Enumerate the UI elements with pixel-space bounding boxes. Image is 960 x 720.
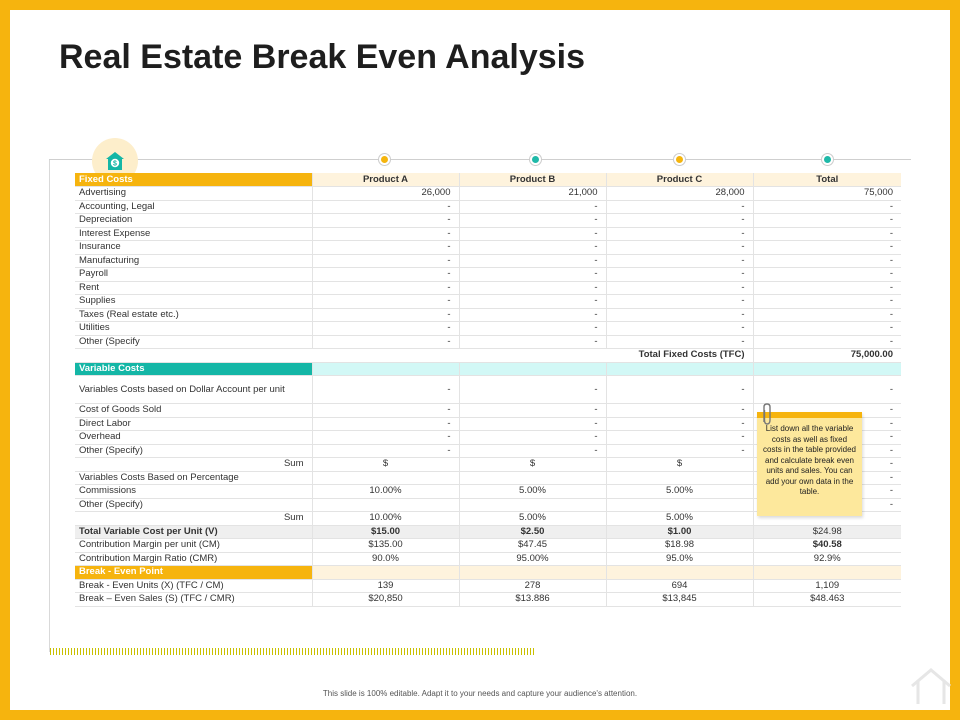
row-label: Accounting, Legal xyxy=(75,200,312,214)
variable-costs-header: Variable Costs xyxy=(75,362,312,376)
cell-value: - xyxy=(606,335,753,349)
cell-value: - xyxy=(312,417,459,431)
row-label: Payroll xyxy=(75,268,312,282)
cell-value: - xyxy=(459,241,606,255)
table-row: Commissions 10.00% 5.00% 5.00% - xyxy=(75,485,901,499)
cell-value: - xyxy=(312,214,459,228)
cell-value: 75,000 xyxy=(753,187,901,201)
row-label: Other (Specify) xyxy=(75,444,312,458)
sticky-note: List down all the variable costs as well as fixed costs in the table provided and calculate break even units and sales. You can add your own data in the table. xyxy=(757,412,862,516)
cell-value: - xyxy=(753,404,901,418)
cell-value: - xyxy=(312,322,459,336)
cell-value: - xyxy=(753,241,901,255)
cell-value: - xyxy=(606,268,753,282)
product-c-header: Product C xyxy=(606,173,753,187)
timeline-dot-product-b xyxy=(530,154,541,165)
cell-value: - xyxy=(753,431,901,445)
cmr-row: Contribution Margin Ratio (CMR) 90.0% 95.00% 95.0% 92.9% xyxy=(75,552,901,566)
row-label: Insurance xyxy=(75,241,312,255)
table-row xyxy=(75,268,901,282)
paperclip-icon xyxy=(760,402,774,428)
table-row: Variables Costs based on Dollar Account per unit - - - - xyxy=(75,376,901,404)
cell-value: - xyxy=(606,295,753,309)
row-label: Direct Labor xyxy=(75,417,312,431)
cell-value: - xyxy=(459,444,606,458)
left-rule xyxy=(49,160,50,652)
row-label: Variables Costs based on Dollar Account per unit xyxy=(75,376,312,404)
table-row xyxy=(75,295,901,309)
cell-value: - xyxy=(459,308,606,322)
tvc-row: Total Variable Cost per Unit (V) $15.00 $2.50 $1.00 $24.98 xyxy=(75,525,901,539)
cell-value: - xyxy=(606,404,753,418)
cell-value: - xyxy=(459,431,606,445)
table-row xyxy=(75,322,901,336)
table-row xyxy=(75,281,901,295)
sum-row: Sum 10.00% 5.00% 5.00% xyxy=(75,512,901,526)
cell-value: - xyxy=(753,214,901,228)
cell-value: - xyxy=(312,241,459,255)
cell-value: - xyxy=(606,444,753,458)
cell-value: - xyxy=(459,281,606,295)
cell-value: - xyxy=(606,281,753,295)
cell-value: - xyxy=(312,200,459,214)
cell-value: - xyxy=(459,200,606,214)
cell-value: - xyxy=(312,281,459,295)
cell-value: 21,000 xyxy=(459,187,606,201)
row-label: Depreciation xyxy=(75,214,312,228)
cell-value: - xyxy=(312,308,459,322)
break-even-table xyxy=(75,173,901,607)
cell-value: - xyxy=(459,214,606,228)
table-row xyxy=(75,308,901,322)
cell-value: - xyxy=(312,335,459,349)
cell-value: - xyxy=(753,308,901,322)
cell-value: - xyxy=(606,417,753,431)
break-even-header-row xyxy=(75,566,901,580)
cell-value: - xyxy=(459,227,606,241)
cell-value: - xyxy=(312,268,459,282)
cell-value: - xyxy=(753,417,901,431)
table-row xyxy=(75,227,901,241)
cell-value: - xyxy=(459,417,606,431)
cell-value: - xyxy=(312,295,459,309)
cell-value: - xyxy=(459,335,606,349)
row-label: Advertising xyxy=(75,187,312,201)
row-label: Supplies xyxy=(75,295,312,309)
cell-value: - xyxy=(753,268,901,282)
cell-value: - xyxy=(459,404,606,418)
variable-costs-header-row xyxy=(75,362,901,376)
cell-value: - xyxy=(753,254,901,268)
table-row: Variables Costs Based on Percentage - xyxy=(75,471,901,485)
row-label: Variables Costs Based on Percentage xyxy=(75,471,312,485)
cell-value: - xyxy=(606,200,753,214)
row-label: Manufacturing xyxy=(75,254,312,268)
product-b-header: Product B xyxy=(459,173,606,187)
timeline-rule xyxy=(49,159,911,160)
cell-value: - xyxy=(753,295,901,309)
cell-value: - xyxy=(459,254,606,268)
cell-value: - xyxy=(606,431,753,445)
cell-value: - xyxy=(459,268,606,282)
row-label: Rent xyxy=(75,281,312,295)
cell-value: - xyxy=(753,322,901,336)
cell-value: 28,000 xyxy=(606,187,753,201)
cell-value: - xyxy=(753,281,901,295)
cm-row: Contribution Margin per unit (CM) $135.00 $47.45 $18.98 $40.58 xyxy=(75,539,901,553)
cell-value: - xyxy=(606,214,753,228)
page-title: Real Estate Break Even Analysis xyxy=(59,38,586,76)
product-a-header: Product A xyxy=(312,173,459,187)
cell-value: - xyxy=(606,254,753,268)
cell-value: - xyxy=(312,431,459,445)
cell-value: - xyxy=(459,322,606,336)
total-header: Total xyxy=(753,173,901,187)
cell-value: - xyxy=(753,200,901,214)
table-row xyxy=(75,214,901,228)
be-sales-row: Break – Even Sales (S) (TFC / CMR) $20,850 $13.886 $13,845 $48.463 xyxy=(75,593,901,607)
cell-value: 26,000 xyxy=(312,187,459,201)
cell-value: - xyxy=(753,444,901,458)
cell-value: - xyxy=(606,308,753,322)
row-label: Overhead xyxy=(75,431,312,445)
cell-value: - xyxy=(312,227,459,241)
timeline-dot-product-a xyxy=(379,154,390,165)
table-row xyxy=(75,335,901,349)
table-row: Other (Specify) - xyxy=(75,498,901,512)
row-label: Cost of Goods Sold xyxy=(75,404,312,418)
svg-text:$: $ xyxy=(113,160,117,168)
timeline-dot-product-c xyxy=(674,154,685,165)
table-header-row xyxy=(75,173,901,187)
cell-value: - xyxy=(312,404,459,418)
row-label: Other (Specify xyxy=(75,335,312,349)
sum-row: Sum $ $ $ - xyxy=(75,458,901,472)
row-label: Taxes (Real estate etc.) xyxy=(75,308,312,322)
tfc-label: Total Fixed Costs (TFC) xyxy=(606,349,753,363)
cell-value: - xyxy=(753,227,901,241)
cell-value: - xyxy=(312,444,459,458)
row-label: Interest Expense xyxy=(75,227,312,241)
cell-value: - xyxy=(753,335,901,349)
fixed-costs-header: Fixed Costs xyxy=(75,173,312,187)
row-label: Utilities xyxy=(75,322,312,336)
house-outline-icon xyxy=(910,666,952,706)
tfc-value: 75,000.00 xyxy=(753,349,901,363)
cell-value: - xyxy=(606,227,753,241)
be-units-row: Break - Even Units (X) (TFC / CM) 139 278 694 1,109 xyxy=(75,579,901,593)
tfc-row xyxy=(75,349,901,363)
cell-value: - xyxy=(312,254,459,268)
cell-value: - xyxy=(606,322,753,336)
break-even-header: Break - Even Point xyxy=(75,566,312,580)
table-row xyxy=(75,241,901,255)
table-row xyxy=(75,187,901,201)
footer-note: This slide is 100% editable. Adapt it to your needs and capture your audience's attention. xyxy=(322,689,638,698)
decorative-dotted-line xyxy=(50,648,534,655)
cell-value: - xyxy=(606,241,753,255)
timeline-dot-total xyxy=(822,154,833,165)
table-row xyxy=(75,254,901,268)
cell-value: - xyxy=(459,295,606,309)
table-row xyxy=(75,200,901,214)
